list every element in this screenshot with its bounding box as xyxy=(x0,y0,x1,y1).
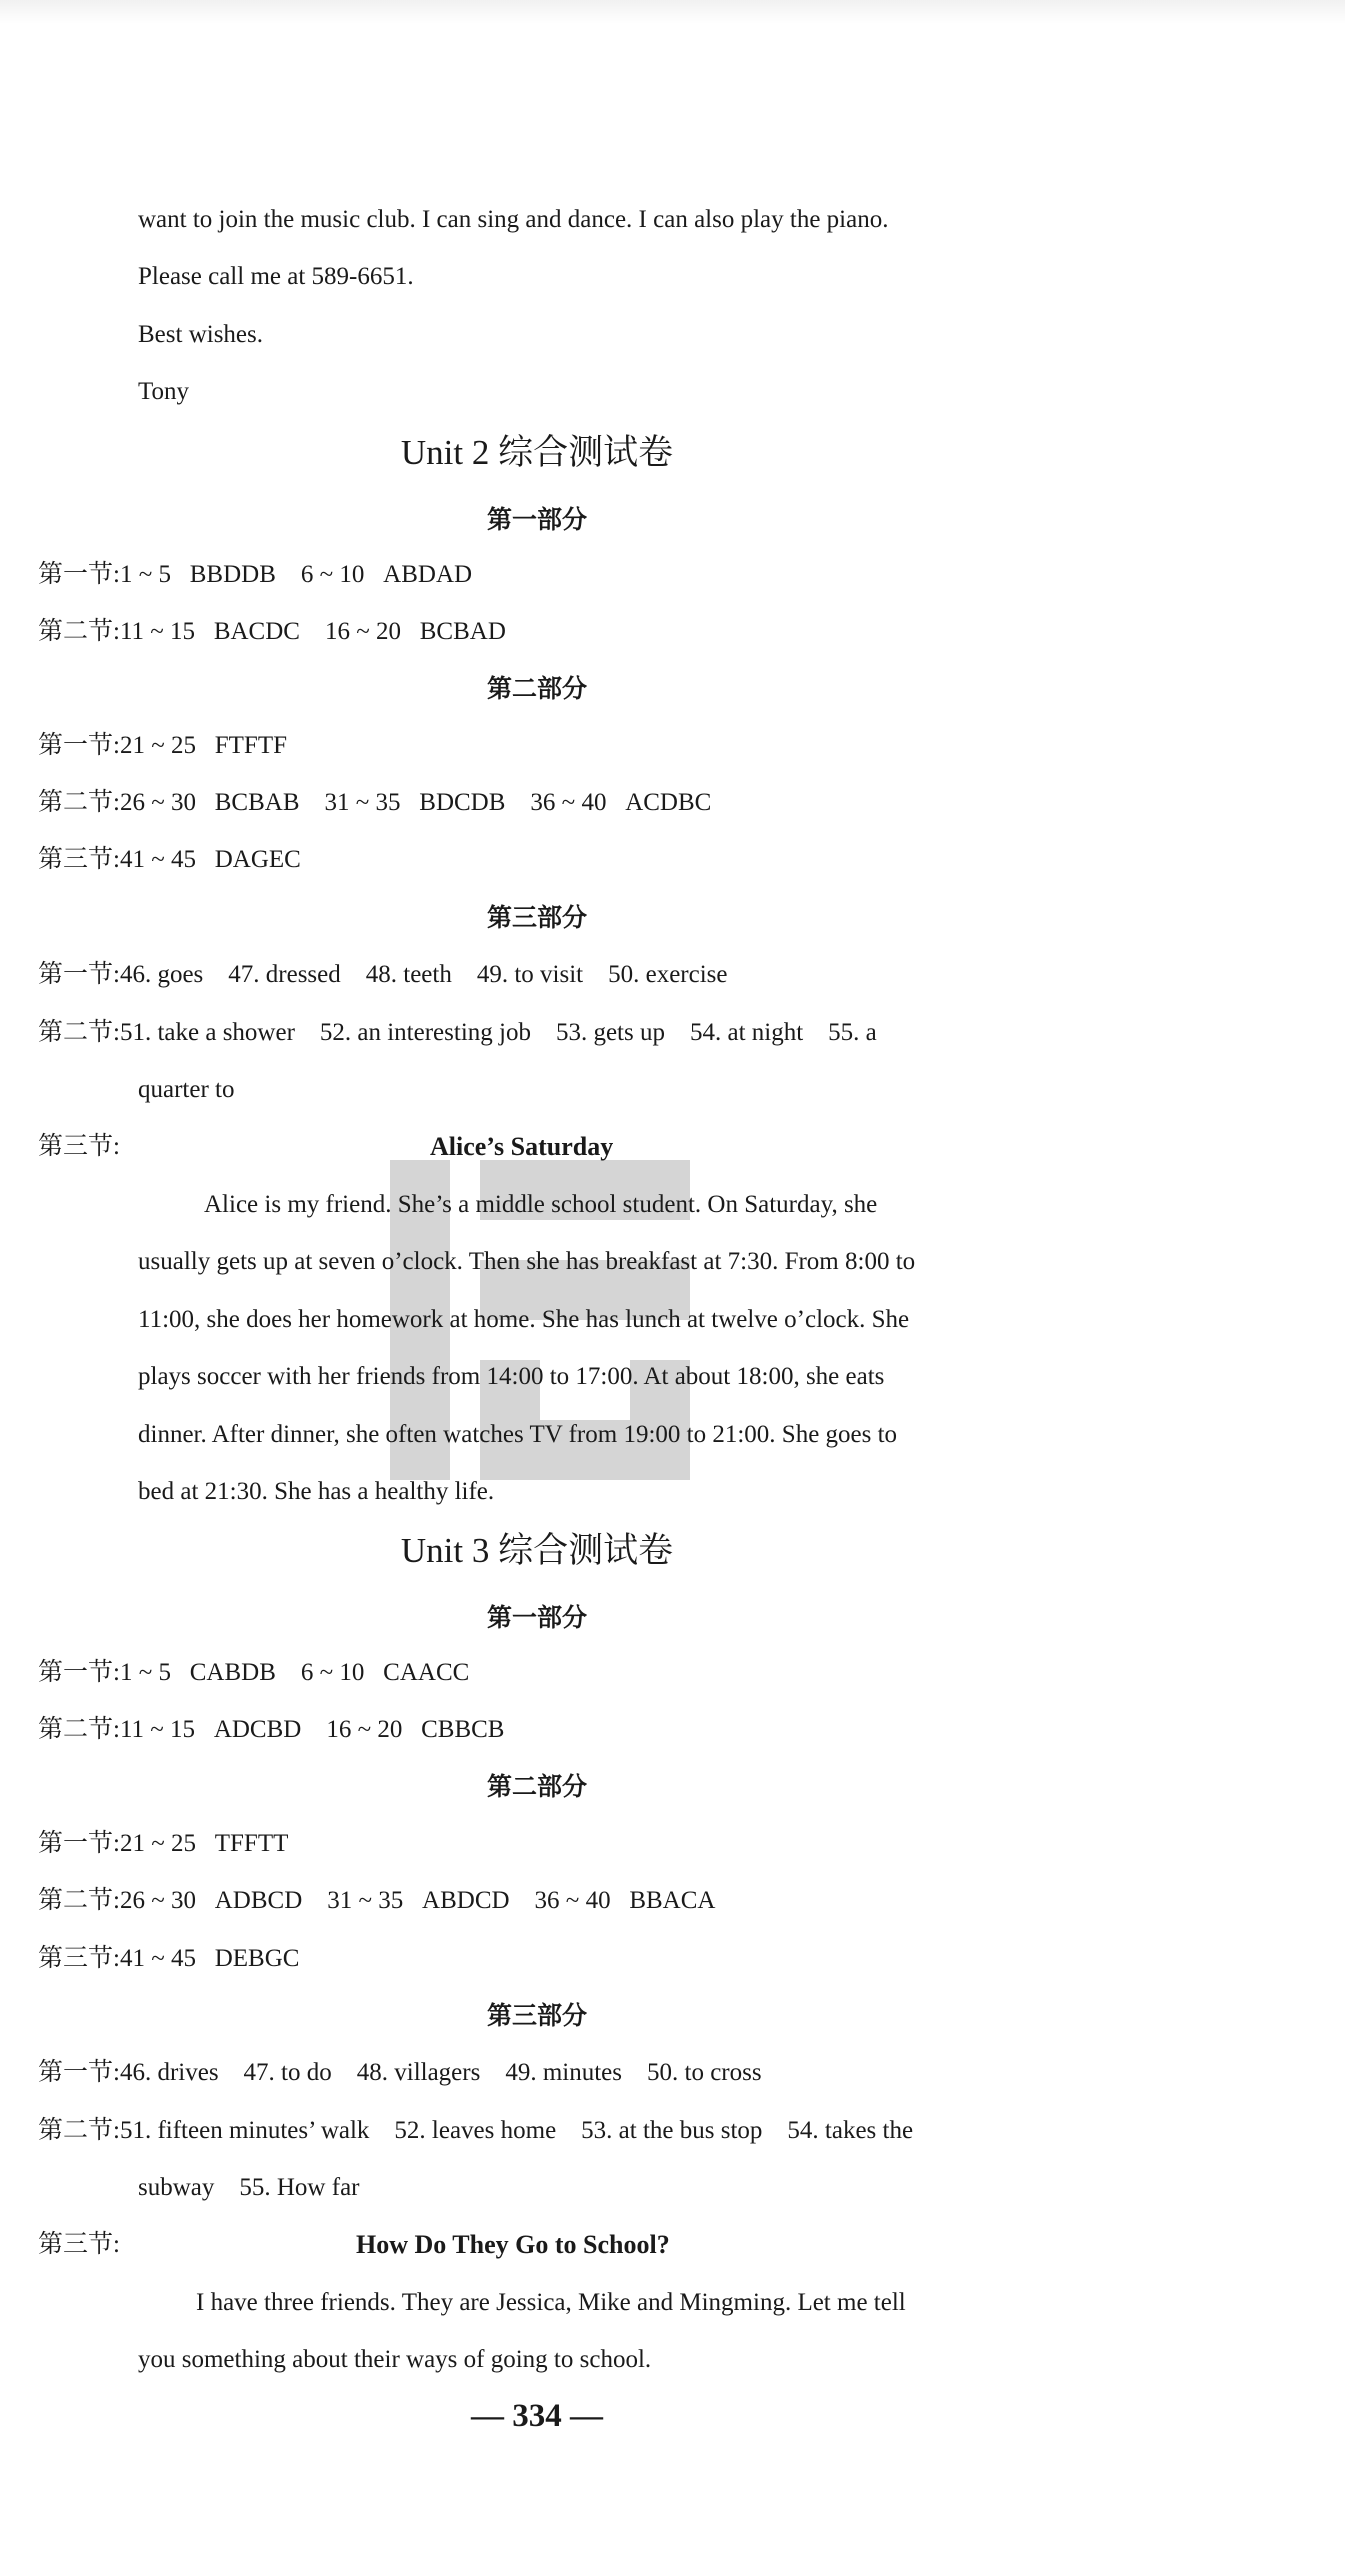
unit3-part3-s3-label: 第三节: xyxy=(38,2231,120,2258)
unit2-part1-row-1 xyxy=(38,560,472,590)
answer-key: BBACA xyxy=(629,1887,716,1914)
answer-key: ADCBD xyxy=(213,1716,302,1743)
unit2-part2-row-2 xyxy=(38,788,711,818)
fill-in-answers: 46. goes 47. dressed 48. teeth 49. to visit 50. exercise xyxy=(119,961,728,988)
question-range: 16 ~ 20 xyxy=(326,1716,403,1743)
unit3-part1-row-2 xyxy=(38,1715,504,1745)
section-label: 第一节: xyxy=(38,2059,120,2086)
question-range: 1 ~ 5 xyxy=(119,561,171,588)
answer-key: ABDAD xyxy=(383,561,473,588)
answer-key: TFFTT xyxy=(214,1830,289,1857)
answer-key: FTFTF xyxy=(214,732,287,759)
letter-line-2: Please call me at 589-6651. xyxy=(138,263,414,290)
question-range: 41 ~ 45 xyxy=(119,1945,196,1972)
unit2-part3-heading: 第三部分 xyxy=(486,903,587,932)
answer-key: BBDDB xyxy=(189,561,276,588)
answer-key: CAACC xyxy=(383,1659,470,1686)
question-range: 16 ~ 20 xyxy=(324,618,401,645)
essay-line-1: I have three friends. They are Jessica, Mike and Mingming. Let me tell xyxy=(196,2289,906,2316)
section-label: 第一节: xyxy=(38,561,120,588)
answer-key: BCBAB xyxy=(214,789,300,816)
top-shade xyxy=(0,0,1345,24)
section-label: 第三节: xyxy=(38,846,120,873)
answer-key: BDCDB xyxy=(419,789,506,816)
unit3-title: Unit 3 综合测试卷 xyxy=(400,1531,674,1570)
essay-line-1: Alice is my friend. She’s a middle school student. On Saturday, she xyxy=(204,1191,878,1218)
unit3-part3-s2 xyxy=(38,2116,913,2146)
essay-line-2: usually gets up at seven o’clock. Then she has breakfast at 7:30. From 8:00 to xyxy=(138,1248,916,1275)
question-range: 26 ~ 30 xyxy=(119,1887,196,1914)
question-range: 36 ~ 40 xyxy=(530,789,607,816)
unit3-part2-heading: 第二部分 xyxy=(486,1772,587,1801)
section-label: 第一节: xyxy=(38,732,120,759)
section-label: 第二节: xyxy=(38,2117,120,2144)
section-label: 第一节: xyxy=(38,961,120,988)
section-label: 第二节: xyxy=(38,1716,120,1743)
unit2-part1-heading: 第一部分 xyxy=(486,505,587,534)
unit2-part2-row-1 xyxy=(38,731,287,761)
question-range: 11 ~ 15 xyxy=(119,1716,196,1743)
question-range: 26 ~ 30 xyxy=(119,789,196,816)
unit3-part1-heading: 第一部分 xyxy=(486,1603,587,1632)
unit2-part1-row-2 xyxy=(38,617,506,647)
question-range: 21 ~ 25 xyxy=(119,1830,196,1857)
answer-key: ABDCD xyxy=(422,1887,510,1914)
answer-key: DEBGC xyxy=(214,1945,300,1972)
letter-line-3: Best wishes. xyxy=(138,321,263,348)
section-label: 第一节: xyxy=(38,1830,120,1857)
answer-key: CABDB xyxy=(189,1659,276,1686)
section-label: 第一节: xyxy=(38,1659,120,1686)
phrase-answers-continued: quarter to xyxy=(138,1076,235,1103)
essay-line-3: 11:00, she does her homework at home. She has lunch at twelve o’clock. She xyxy=(138,1306,910,1333)
essay-title: Alice’s Saturday xyxy=(430,1132,614,1161)
unit2-part3-s2 xyxy=(38,1018,877,1048)
essay-title: How Do They Go to School? xyxy=(356,2230,670,2259)
page-number: — 334 — xyxy=(471,2398,603,2434)
phrase-answers-continued: subway 55. How far xyxy=(138,2174,360,2201)
question-range: 6 ~ 10 xyxy=(300,561,365,588)
question-range: 21 ~ 25 xyxy=(119,732,196,759)
essay-line-5: dinner. After dinner, she often watches TV from 19:00 to 21:00. She goes to xyxy=(138,1421,898,1448)
phrase-answers: 51. take a shower 52. an interesting job 53. gets up 54. at night 55. a xyxy=(119,1019,877,1046)
answer-key: DAGEC xyxy=(214,846,301,873)
answer-key: BCBAD xyxy=(419,618,506,645)
fill-in-answers: 46. drives 47. to do 48. villagers 49. minutes 50. to cross xyxy=(119,2059,762,2086)
answer-key: ACDBC xyxy=(625,789,712,816)
essay-line-2: you something about their ways of going to school. xyxy=(138,2346,652,2373)
question-range: 36 ~ 40 xyxy=(534,1887,611,1914)
unit2-part3-s3-label: 第三节: xyxy=(38,1133,120,1160)
question-range: 31 ~ 35 xyxy=(327,1887,404,1914)
section-label: 第二节: xyxy=(38,618,120,645)
question-range: 6 ~ 10 xyxy=(300,1659,365,1686)
answer-key: ADBCD xyxy=(214,1887,303,1914)
answer-key: BACDC xyxy=(213,618,300,645)
unit3-part2-row-3 xyxy=(38,1944,299,1974)
essay-line-4: plays soccer with her friends from 14:00 to 17:00. At about 18:00, she eats xyxy=(138,1363,885,1390)
letter-signature: Tony xyxy=(138,378,190,405)
question-range: 31 ~ 35 xyxy=(324,789,401,816)
unit3-part3-s1 xyxy=(38,2058,762,2088)
question-range: 41 ~ 45 xyxy=(119,846,196,873)
unit3-part2-row-2 xyxy=(38,1886,715,1916)
section-label: 第二节: xyxy=(38,789,120,816)
unit3-part1-row-1 xyxy=(38,1658,469,1688)
answer-key: CBBCB xyxy=(421,1716,505,1743)
unit3-part2-row-1 xyxy=(38,1829,288,1859)
section-label: 第二节: xyxy=(38,1887,120,1914)
section-label: 第二节: xyxy=(38,1019,120,1046)
essay-line-6: bed at 21:30. She has a healthy life. xyxy=(138,1478,495,1505)
question-range: 11 ~ 15 xyxy=(119,618,196,645)
letter-line-1: want to join the music club. I can sing and dance. I can also play the piano. xyxy=(138,206,889,233)
phrase-answers: 51. fifteen minutes’ walk 52. leaves home 53. at the bus stop 54. takes the xyxy=(119,2117,914,2144)
unit3-part3-heading: 第三部分 xyxy=(486,2001,587,2030)
unit2-part2-heading: 第二部分 xyxy=(486,674,587,703)
unit2-part2-row-3 xyxy=(38,845,301,875)
section-label: 第三节: xyxy=(38,1945,120,1972)
unit2-title: Unit 2 综合测试卷 xyxy=(400,433,674,472)
question-range: 1 ~ 5 xyxy=(119,1659,171,1686)
unit2-part3-s1 xyxy=(38,960,728,990)
